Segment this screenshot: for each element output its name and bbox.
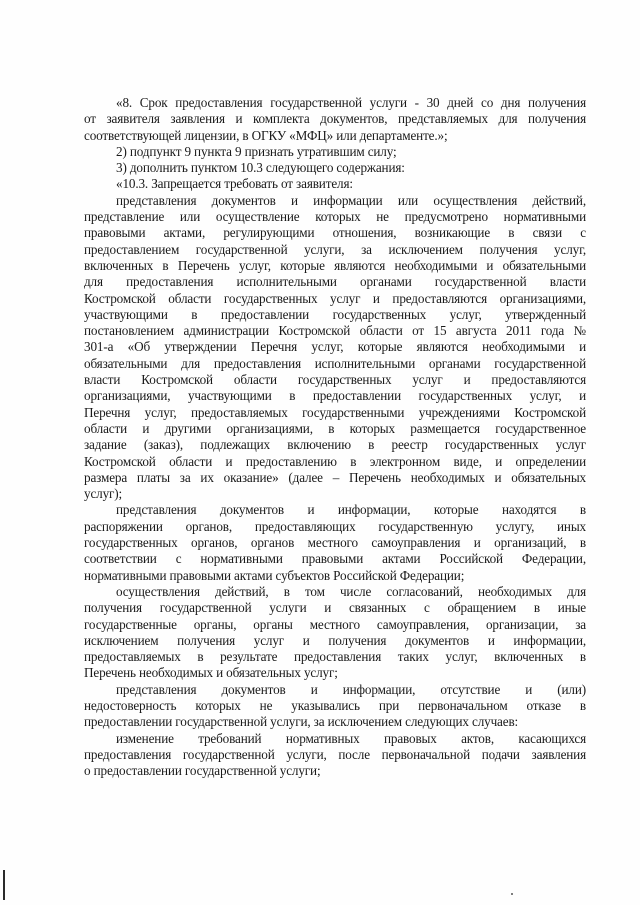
text-line: представления документов и информации или осуществления действий, — [116, 192, 586, 208]
text-line: постановлением администрации Костромской области от 15 августа 2011 года № — [84, 323, 586, 339]
scan-edge-mark — [3, 870, 5, 900]
text-line: услуг); — [84, 486, 123, 502]
text-line: Перечня услуг, предоставляемых государственными учреждениями Костромской — [84, 404, 586, 420]
scan-speck — [511, 893, 513, 895]
text-line: участвующими в предоставлении государственных услуг, утвержденный — [84, 306, 586, 322]
text-line: соответствующей лицензии, в ОГКУ «МФЦ» или департаменте.»; — [84, 127, 448, 143]
text-line: задание (заказ), подлежащих включению в реестр государственных услуг — [84, 437, 586, 453]
text-line: о предоставлении государственной услуги; — [84, 763, 321, 779]
text-line: соответствии с нормативными правовыми актами Российской Федерации, — [84, 551, 586, 567]
text-line: 2) подпункт 9 пункта 9 признать утратившим силу; — [116, 143, 397, 159]
text-line: недостоверность которых не указывались при первоначальном отказе в — [84, 697, 586, 713]
text-line: предоставления государственной услуги, после первоначальной подачи заявления — [84, 746, 586, 762]
text-line: осуществления действий, в том числе согласований, необходимых для — [116, 583, 586, 599]
text-line: распоряжении органов, предоставляющих государственную услугу, иных — [84, 518, 586, 534]
text-line: представления документов и информации, которые находятся в — [116, 502, 586, 518]
text-line: представление или осуществление которых не предусмотрено нормативными — [84, 209, 586, 225]
text-line: Костромской области государственных услуг и предоставляются организациями, — [84, 290, 586, 306]
text-line: «10.3. Запрещается требовать от заявителя: — [116, 176, 353, 192]
text-line: обязательными для предоставления исполнительными органами государственной — [84, 355, 586, 371]
text-line: Перечень необходимых и обязательных услуг; — [84, 665, 338, 681]
text-line: для предоставления исполнительными органами государственной власти — [84, 274, 586, 290]
text-line: области и другими организациями, в которых размещается государственное — [84, 420, 586, 436]
text-line: получения государственной услуги и связанных с обращением в иные — [84, 600, 586, 616]
text-line: государственных органов, органов местного самоуправления и организаций, в — [84, 535, 586, 551]
text-line: предоставлением государственной услуги, за исключением получения услуг, — [84, 241, 586, 257]
text-line: размера платы за их оказание» (далее – Перечень необходимых и обязательных — [84, 469, 586, 485]
text-line: от заявителя заявления и комплекта документов, представляемых для получения — [84, 111, 586, 127]
text-line: включенных в Перечень услуг, которые являются необходимыми и обязательными — [84, 257, 586, 273]
text-line: 301-а «Об утверждении Перечня услуг, которые являются необходимыми и — [84, 339, 586, 355]
text-line: правовыми актами, регулирующими отношения, возникающие в связи с — [84, 225, 586, 241]
text-line: предоставлении государственной услуги, за исключением следующих случаев: — [84, 714, 519, 730]
text-line: исключением получения услуг и получения документов и информации, — [84, 632, 586, 648]
text-line: государственные органы, органы местного самоуправления, организации, за — [84, 616, 586, 632]
text-line: 3) дополнить пунктом 10.3 следующего содержания: — [116, 160, 405, 176]
text-line: предоставляемых в результате предоставления таких услуг, включенных в — [84, 649, 586, 665]
text-line: организациями, участвующими в предоставлении государственных услуг, и — [84, 388, 586, 404]
text-line: власти Костромской области государственных услуг и предоставляются — [84, 372, 586, 388]
text-line: нормативными правовыми актами субъектов Российской Федерации; — [84, 567, 465, 583]
text-line: представления документов и информации, отсутствие и (или) — [116, 681, 586, 697]
text-line: «8. Срок предоставления государственной услуги - 30 дней со дня получения — [116, 95, 586, 110]
text-line: Костромской области и предоставлению в электронном виде, и определении — [84, 453, 586, 469]
document-body — [84, 95, 586, 779]
text-line: изменение требований нормативных правовых актов, касающихся — [116, 730, 586, 746]
